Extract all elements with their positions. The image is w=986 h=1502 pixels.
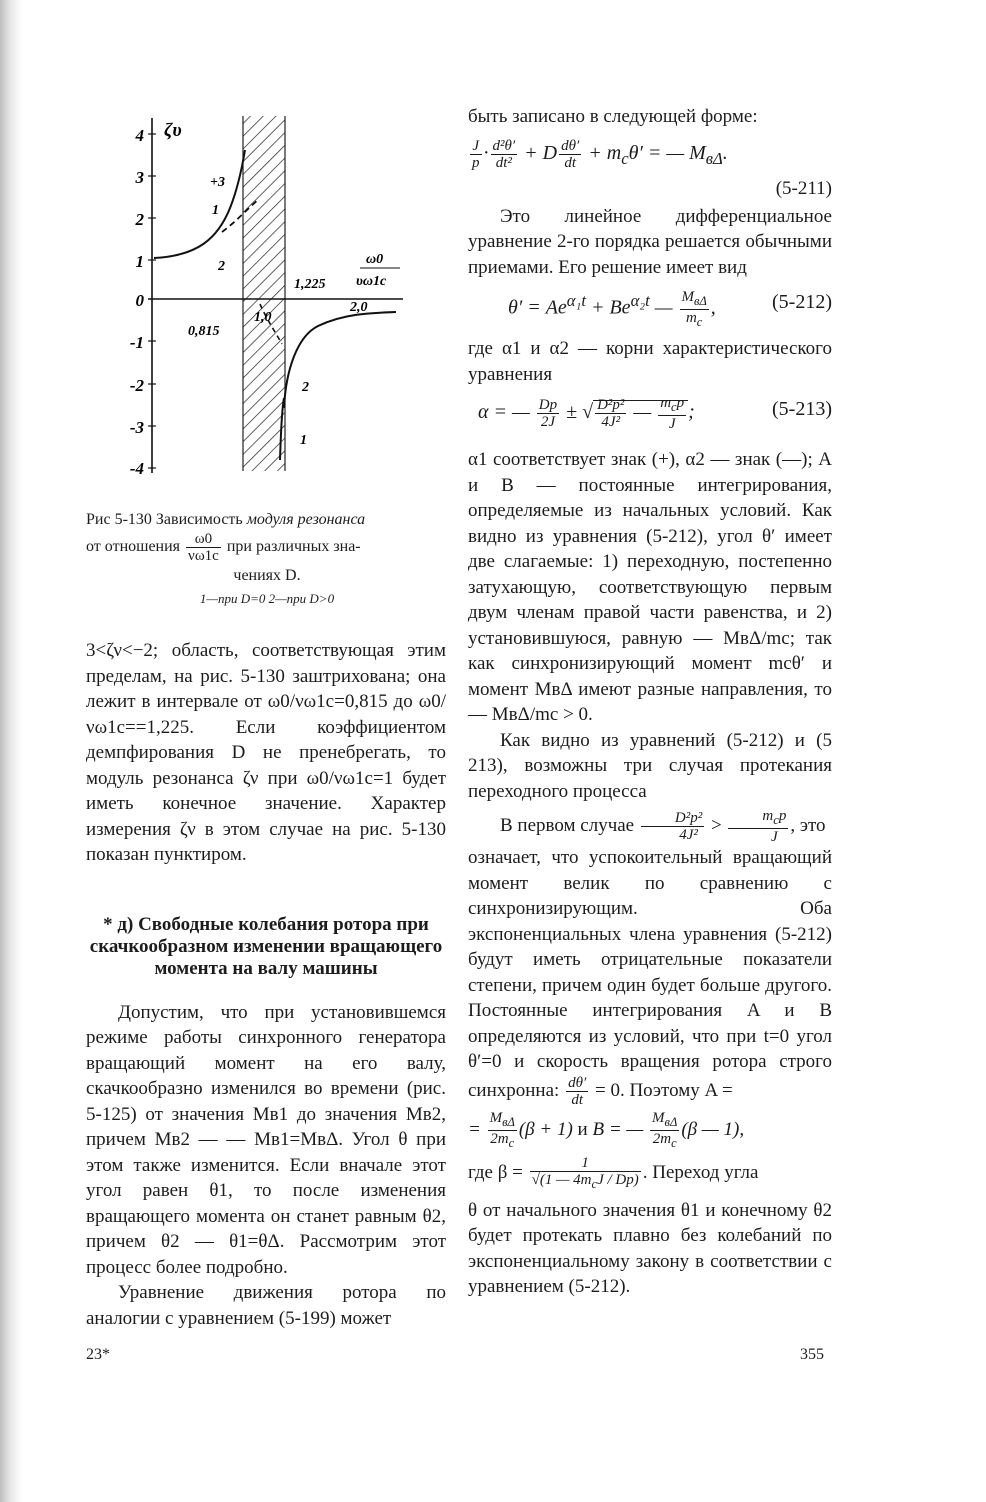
- right-paragraph-6: означает, что успокоительный вращающий момент велик по сравнению с синхронизирующим. Оба экспоненциальных члена уравнения (5-212) будут иметь отрицательные показатели степени, причем один будет больше другого. Постоянные интегрирования A и B определяются из условий, что при t=0 угол θ′=0 и скорость вращения ротора строго синхронна: $\frac{d\theta'}{dt}$ = 0. Поэтому A =: [468, 847, 832, 1108]
- right-paragraph-7: где β = $\frac{1}{√(1 — 4m_cJ / Dp)}$ . Переход угла: [468, 1154, 759, 1191]
- right-intro: быть записано в следующей форме:: [468, 106, 758, 127]
- equation-5-212: $\theta' = Ae^{\alpha_1t} + Be^{\alpha_2t}$ — $\frac{M_{в\Delta}}{m_c}$ , (5-212): [508, 288, 832, 329]
- x-axis-label-den: υω1c: [356, 274, 387, 289]
- annot-curve1-upper: 1: [212, 203, 219, 218]
- left-paragraph-3: Уравнение движения ротора по аналогии с уравнением (5-199) может: [86, 1282, 446, 1329]
- right-paragraph-8: θ от начального значения θ1 и конечному θ2 будет протекать плавно без колебаний по экспоненциальному закону в соответствии с уравнением (5-212).: [468, 1199, 832, 1297]
- caption-line-1: Рис 5-130 Зависимость модуля резонанса: [86, 511, 366, 528]
- y-tick-minus4: -4: [129, 459, 144, 478]
- page-number: 355: [800, 1346, 824, 1363]
- y-axis-label: ζυ: [164, 120, 182, 141]
- right-paragraph-5: В первом случае $\frac{\text{D²p²}}{\text{4J²}}$ > $\frac{m_cp}{J}$ , это: [500, 808, 826, 845]
- curve-1-upper: [154, 150, 245, 258]
- left-paragraph-1: 3<ζν<−2; область, соответствующая этим пределам, на рис. 5-130 заштрихована; она лежит в интервале от ω0/νω1c=0,815 до ω0/νω1c==1,225. Если коэффициентом демпфирования D не пренебрегать, то модуль резонанса ζν при ω0/νω1c=1 будет иметь конечное значение. Характер измерения ζν в этом случае на рис. 5-130 показан пунктиром.: [86, 640, 446, 865]
- figure-caption: [86, 508, 448, 610]
- annot-1225: 1,225: [294, 277, 326, 292]
- left-column: [86, 638, 446, 1331]
- equation-5-213-number: (5-213): [772, 398, 832, 420]
- right-paragraph-2: где α1 и α2 — корни характеристического уравнения: [468, 338, 832, 385]
- equation-5-211: $\frac{J}{p}$ · $\frac{\text{d²θ′}}{\text{dt²}}$ + D $\frac{d\theta'}{dt}$ + $m_c\theta'$ = — $M_{в\Delta}$.: [472, 137, 728, 171]
- annot-0815: 0,815: [188, 324, 220, 339]
- y-tick-minus1: -1: [129, 333, 144, 352]
- annot-curve2-lower: 2: [302, 380, 309, 395]
- x-axis-label-num: ω0: [366, 252, 384, 267]
- right-column: [468, 104, 832, 1300]
- annot-20: 2,0: [350, 300, 368, 315]
- left-paragraph-2: Допустим, что при установившемся режиме работы синхронного генератора вращающий момент на его валу, скачкообразно изменился во времени (рис. 5-125) от значения Mв1 до значения Mв2, причем Mв2 — — Mв1=MвΔ. Угол θ при этом также изменится. Если вначале этот угол равен θ1, то после изменения вращающего момента он станет равным θ2, причем θ2 — θ1=θΔ. Рассмотрим этот процесс более подробно.: [86, 1001, 446, 1278]
- hatched-region: [243, 116, 285, 471]
- y-tick-1: 1: [135, 252, 144, 271]
- book-binding-edge: [0, 0, 22, 1502]
- y-tick-3: 3: [135, 168, 144, 187]
- right-paragraph-3: α1 соответствует знак (+), α2 — знак (—); A и B — постоянные интегрирования, определяемые из начальных условий. Как видно из уравнения (5-212), угол θ′ имеет две слагаемые: 1) переходную, постепенно затухающую, соответствующую первым двум членам правой части равенства, и 2) установившуюся, равную — MвΔ/mc; так как синхронизирующий момент mcθ′ и момент MвΔ имеют разные направления, то — MвΔ/mc > 0.: [468, 449, 832, 725]
- footer-signature: 23*: [86, 1346, 110, 1363]
- y-tick-labels: [130, 126, 145, 478]
- equation-5-213: α = — $\frac{Dp}{2J}$ ± √ $\frac{\text{D²p²}}{\text{4J²}}$ — $\frac{m_cp}{J}$ ; (5-213): [478, 395, 832, 432]
- resonance-modulus-figure: [118, 108, 418, 488]
- annot-10: 1,0: [254, 310, 272, 325]
- caption-legend: 1—при D=0 2—при D>0: [199, 591, 335, 606]
- right-constants-line: = $\frac{M_{в\Delta}}{2m_c}$ (β + 1) и B = — $\frac{M_{в\Delta}}{2m_c}$ (β — 1),: [468, 1109, 745, 1150]
- annot-curve2-upper: 2: [218, 259, 225, 274]
- section-heading: * д) Свободные колебания ротора при скачкообразном изменении вращающего момента на валу машины: [89, 913, 443, 979]
- annot-plus3: +3: [210, 175, 225, 190]
- y-tick-minus2: -2: [129, 376, 144, 395]
- equation-5-212-number: (5-212): [772, 291, 832, 313]
- right-paragraph-1: Это линейное дифференциальное уравнение 2-го порядка решается обычными приемами. Его решение имеет вид: [468, 205, 832, 278]
- right-paragraph-4: Как видно из уравнений (5-212) и (5 213), возможны три случая протекания переходного процесса: [468, 729, 832, 802]
- curve-lower: [284, 312, 396, 408]
- y-tick-4: 4: [135, 126, 144, 145]
- equation-5-211-number: (5-211): [775, 177, 832, 199]
- y-tick-0: 0: [135, 291, 144, 310]
- y-tick-minus3: -3: [129, 418, 144, 437]
- caption-line-2: от отношения $\frac{\omega 0}{\nu\omega 1c}$ при различных зна-: [86, 531, 361, 564]
- annot-curve1-lower: 1: [300, 433, 307, 448]
- y-tick-2: 2: [135, 210, 144, 229]
- caption-line-3: чениях D.: [233, 567, 301, 584]
